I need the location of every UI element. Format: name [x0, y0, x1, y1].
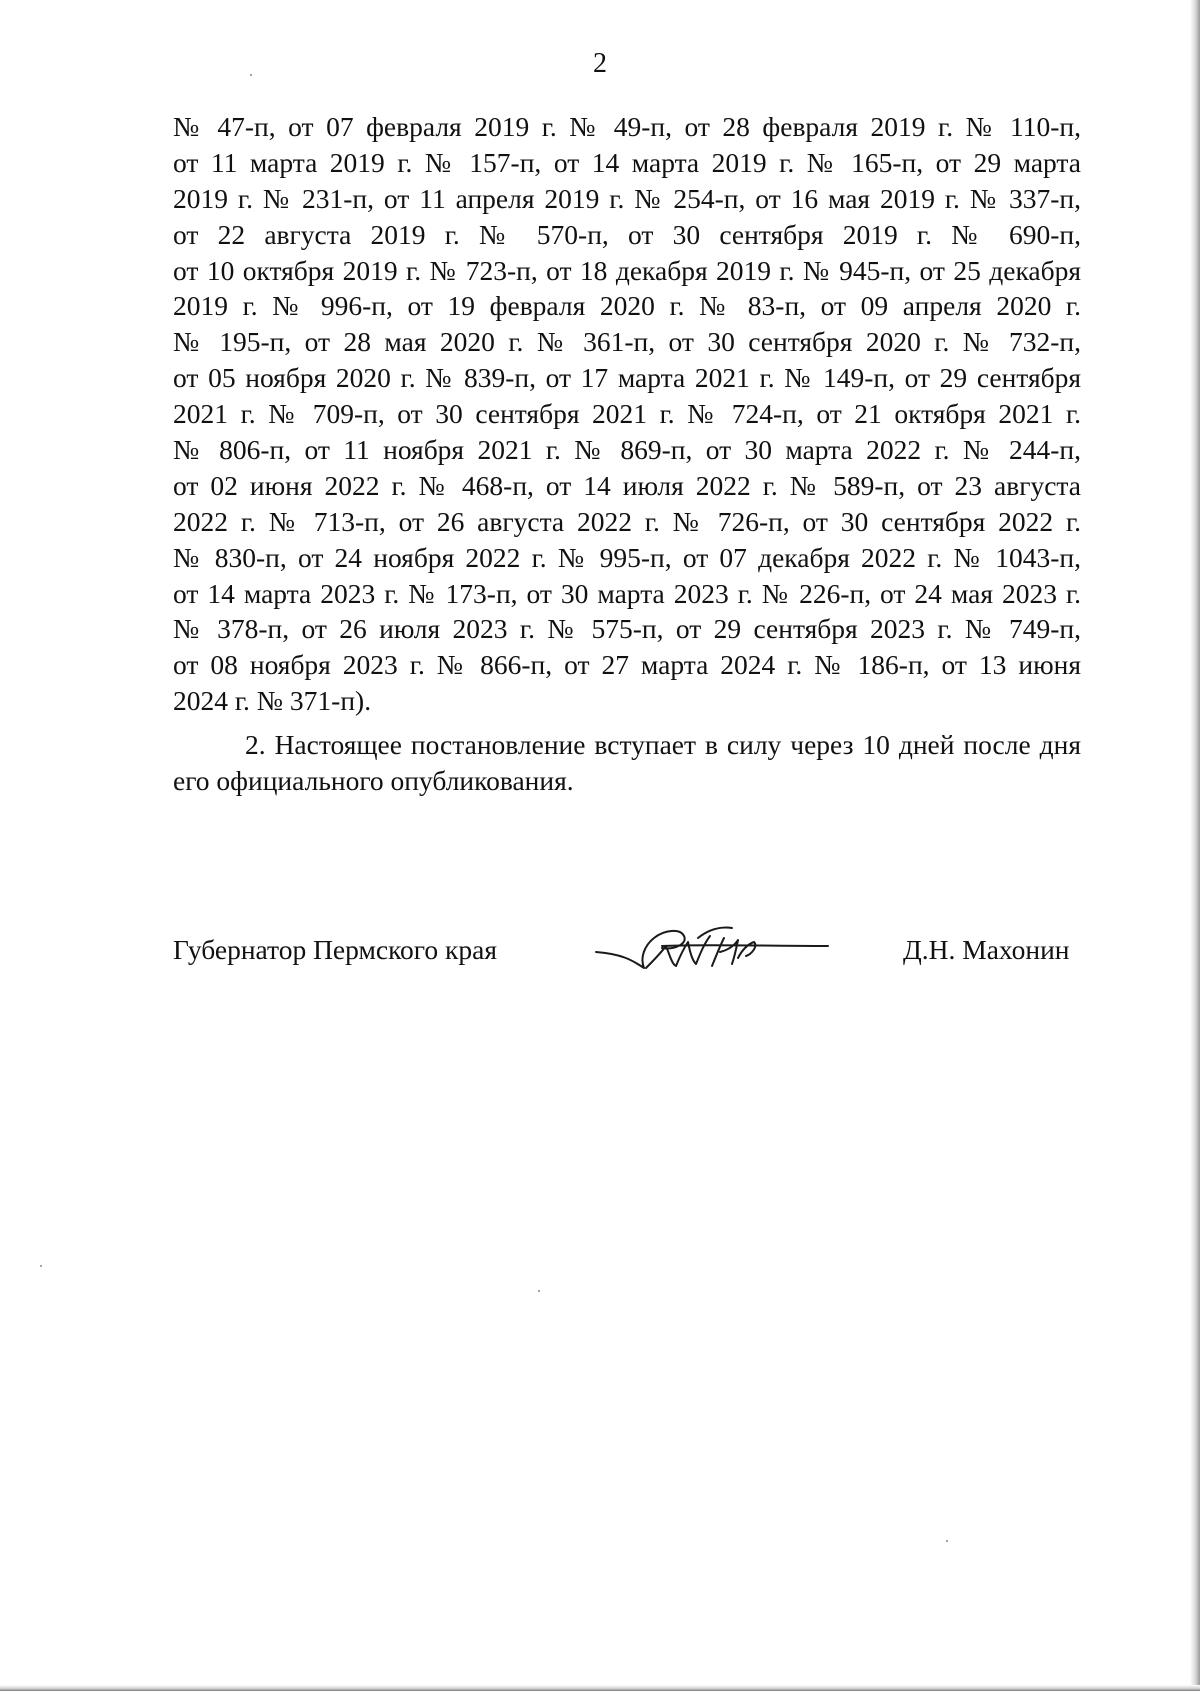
- text-line: от 22 августа 2019 г. № 570-п, от 30 сентября 2019 г. № 690-п,: [173, 218, 1081, 250]
- scan-speck: [40, 1265, 42, 1267]
- paragraph-amendments-list: [173, 109, 1081, 719]
- text-line: от 02 июня 2022 г. № 468-п, от 14 июля 2022 г. № 589-п, от 23 августа: [173, 469, 1081, 501]
- text-line: от 11 марта 2019 г. № 157-п, от 14 марта 2019 г. № 165-п, от 29 марта: [173, 146, 1081, 178]
- text-line: № 378-п, от 26 июля 2023 г. № 575-п, от 29 сентября 2023 г. № 749-п,: [173, 613, 1081, 645]
- page-number: 2: [593, 48, 607, 79]
- page-edge-shadow: [1190, 0, 1200, 1691]
- handwritten-signature: [592, 916, 832, 976]
- text-line: от 08 ноября 2023 г. № 866-п, от 27 марта 2024 г. № 186-п, от 13 июня: [173, 649, 1081, 681]
- text-line: 2019 г. № 231-п, от 11 апреля 2019 г. № 254-п, от 16 мая 2019 г. № 337-п,: [173, 182, 1081, 214]
- scan-speck: [946, 1540, 948, 1542]
- text-line: № 47-п, от 07 февраля 2019 г. № 49-п, от 28 февраля 2019 г. № 110-п,: [173, 111, 1081, 142]
- text-line: 2022 г. № 713-п, от 26 августа 2022 г. № 726-п, от 30 сентября 2022 г.: [173, 505, 1081, 537]
- text-line: № 830-п, от 24 ноября 2022 г. № 995-п, от 07 декабря 2022 г. № 1043-п,: [173, 541, 1081, 573]
- text-line: от 05 ноября 2020 г. № 839-п, от 17 марта 2021 г. № 149-п, от 29 сентября: [173, 362, 1081, 394]
- text-line: 2024 г. № 371-п).: [173, 685, 372, 717]
- signatory-name: Д.Н. Махонин: [903, 934, 1070, 965]
- page-edge-shadow: [0, 1685, 1200, 1691]
- text-line: 2019 г. № 996-п, от 19 февраля 2020 г. № 83-п, от 09 апреля 2020 г.: [173, 290, 1081, 322]
- scan-speck: [250, 74, 252, 76]
- paragraph-effective-date: [173, 727, 1081, 799]
- text-line: от 10 октября 2019 г. № 723-п, от 18 декабря 2019 г. № 945-п, от 25 декабря: [173, 254, 1081, 286]
- signatory-title: Губернатор Пермского края: [173, 934, 497, 965]
- text-line: от 14 марта 2023 г. № 173-п, от 30 марта 2023 г. № 226-п, от 24 мая 2023 г.: [173, 577, 1081, 609]
- text-line: № 195-п, от 28 мая 2020 г. № 361-п, от 30 сентября 2020 г. № 732-п,: [173, 326, 1081, 358]
- text-line: 2021 г. № 709-п, от 30 сентября 2021 г. № 724-п, от 21 октября 2021 г.: [173, 398, 1081, 430]
- text-line: 2. Настоящее постановление вступает в силу через 10 дней после дня: [245, 729, 1081, 760]
- text-line: № 806-п, от 11 ноября 2021 г. № 869-п, от 30 марта 2022 г. № 244-п,: [173, 434, 1081, 466]
- scan-speck: [538, 1290, 540, 1292]
- text-line: его официального опубликования.: [173, 764, 574, 796]
